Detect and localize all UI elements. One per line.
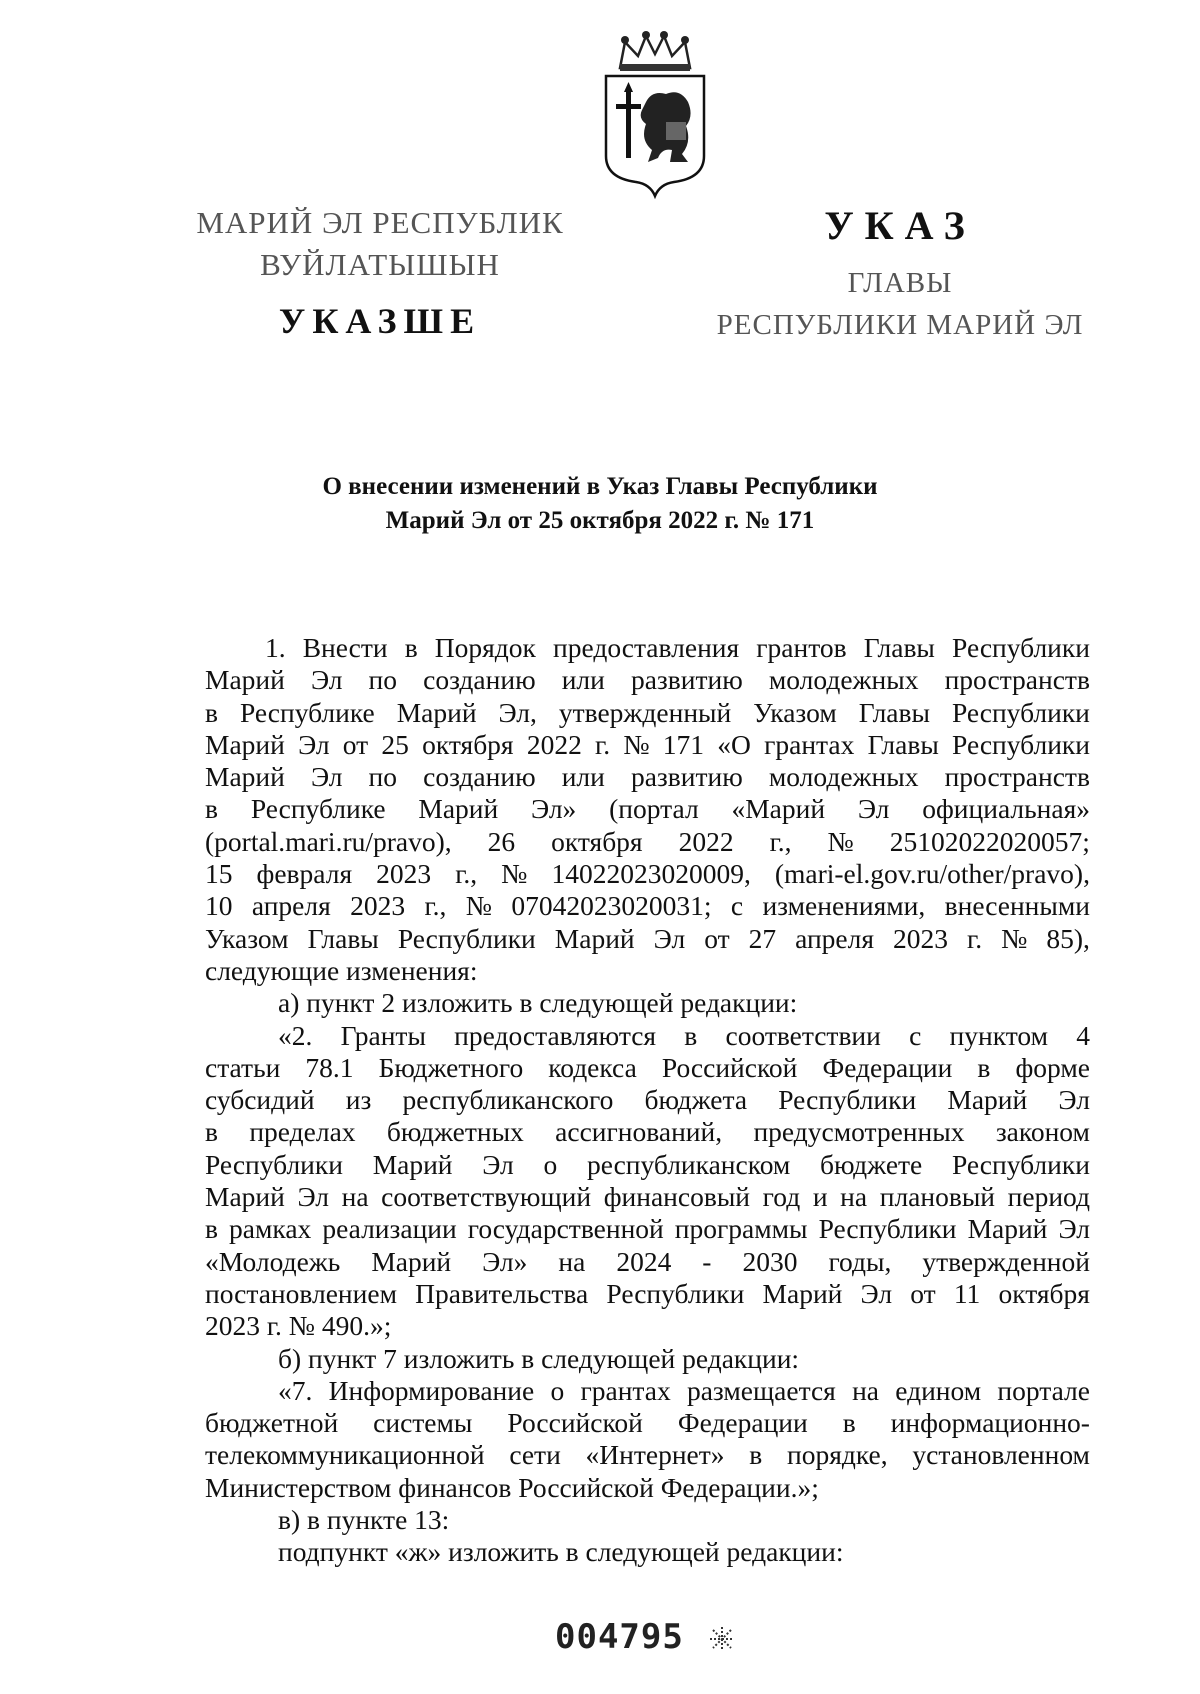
body-line: Марий Эл по созданию или развитию молодежных пространств (205, 761, 1090, 793)
body-line: 10 апреля 2023 г., № 07042023020031; с изменениями, внесенными (205, 890, 1090, 922)
body-line: Республики Марий Эл о республиканском бюджете Республики (205, 1148, 1090, 1180)
header-mari-line1: МАРИЙ ЭЛ РЕСПУБЛИК (196, 205, 564, 240)
body-line: «2. Гранты предоставляются в соответствии с пунктом 4 (278, 1019, 1090, 1051)
coat-of-arms-icon (600, 30, 710, 200)
body-line: «7. Информирование о грантах размещается на едином портале (278, 1374, 1090, 1406)
body-line: Марий Эл по созданию или развитию молодежных пространств (205, 664, 1090, 696)
body-line: 15 февраля 2023 г., № 14022023020009, (mari-el.gov.ru/other/pravo), (205, 858, 1090, 890)
body-line: Марий Эл на соответствующий финансовый год и на плановый период (205, 1181, 1090, 1213)
body-line: Марий Эл от 25 октября 2022 г. № 171 «О грантах Главы Республики (205, 728, 1090, 760)
serial-number: 004795 (555, 1617, 684, 1657)
header-mari-line3: УКАЗШЕ (278, 301, 482, 341)
body-line: телекоммуникационной сети «Интернет» в порядке, установленном (205, 1439, 1090, 1471)
body-line: Министерством финансов Российской Федерации.»; (205, 1471, 819, 1503)
body-line: Указом Главы Республики Марий Эл от 27 апреля 2023 г. № 85), (205, 922, 1090, 954)
header-russian-line1: УКАЗ (824, 203, 976, 248)
item-v: в) в пункте 13: (278, 1504, 450, 1536)
body-line: 2023 г. № 490.»; (205, 1310, 392, 1342)
body-line: в рамках реализации государственной программы Республики Марий Эл (205, 1213, 1090, 1245)
title-line: Марий Эл от 25 октября 2022 г. № 171 (385, 507, 815, 534)
header-russian-line2: ГЛАВЫ (847, 267, 953, 299)
body-line: 1. Внести в Порядок предоставления грантов Главы Республики (265, 632, 1090, 663)
body-line: бюджетной системы Российской Федерации в информационно- (205, 1407, 1090, 1439)
body-line: постановлением Правительства Республики Марий Эл от 11 октября (205, 1277, 1090, 1309)
document-title (230, 470, 970, 538)
body-line: субсидий из республиканского бюджета Республики Марий Эл (205, 1084, 1090, 1116)
body-line: следующие изменения: (205, 954, 478, 986)
item-b: б) пункт 7 изложить в следующей редакции: (278, 1342, 800, 1374)
document-body (205, 632, 1090, 1569)
body-line: статьи 78.1 Бюджетного кодекса Российской Федерации в форме (205, 1051, 1090, 1083)
body-line: в Республике Марий Эл» (портал «Марий Эл официальная» (205, 793, 1090, 825)
item-a: а) пункт 2 изложить в следующей редакции: (278, 987, 798, 1019)
header-russian-line3: РЕСПУБЛИКИ МАРИЙ ЭЛ (716, 309, 1084, 341)
body-line: в пределах бюджетных ассигнований, предусмотренных законом (205, 1116, 1090, 1148)
title-line: О внесении изменений в Указ Главы Республики (322, 473, 878, 500)
body-line: в Республике Марий Эл, утвержденный Указом Главы Республики (205, 696, 1090, 728)
body-line: (portal.mari.ru/pravo), 26 октября 2022 г., № 25102022020057; (205, 825, 1090, 857)
item-v-sub: подпункт «ж» изложить в следующей редакции: (278, 1536, 844, 1568)
asterisk-mark-icon (708, 1625, 736, 1653)
body-line: «Молодежь Марий Эл» на 2024 - 2030 годы, утвержденной (205, 1245, 1090, 1277)
header-mari-line2: ВУЙЛАТЫШЫН (260, 247, 500, 282)
